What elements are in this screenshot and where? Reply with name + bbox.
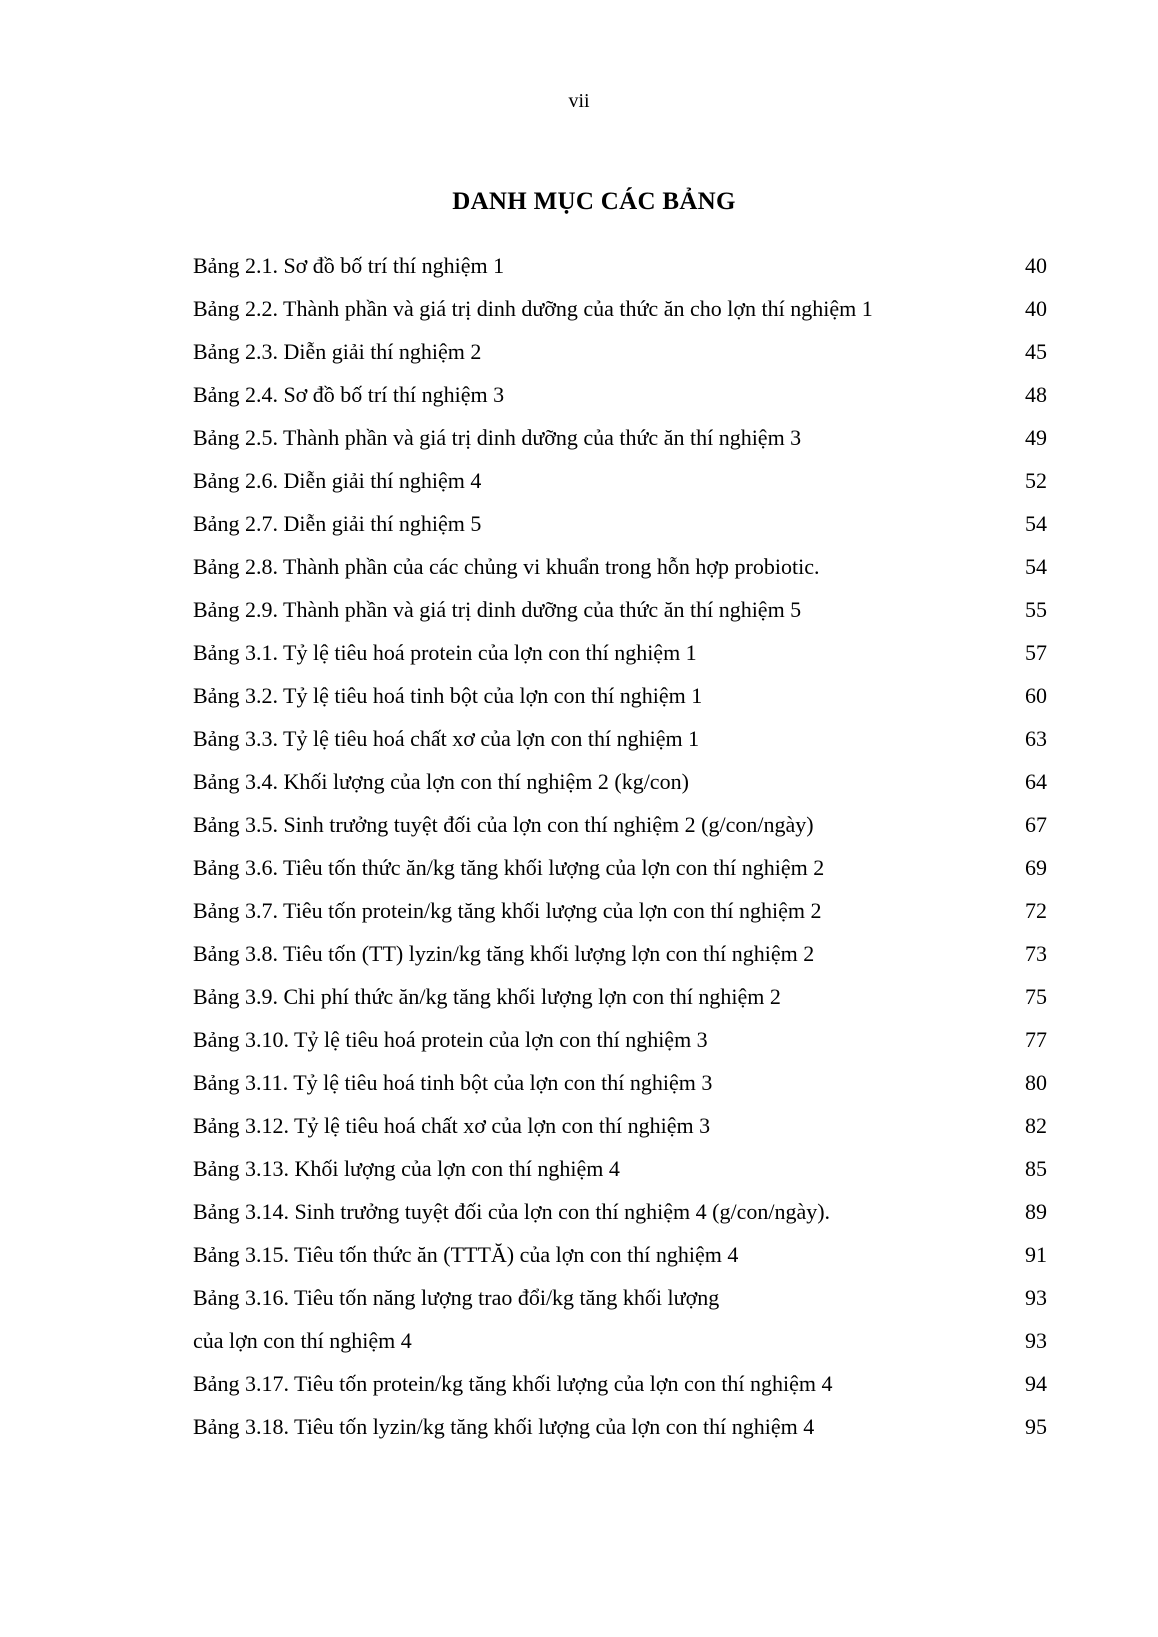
toc-entry-page-number: 91 <box>1025 1242 1047 1267</box>
toc-entry-page-number: 93 <box>1025 1285 1047 1310</box>
toc-entry[interactable] <box>193 1276 1047 1319</box>
toc-entry-label: Bảng 3.6. Tiêu tốn thức ăn/kg tăng khối lượng của lợn con thí nghiệm 2 <box>193 855 825 880</box>
toc-entry[interactable] <box>193 1147 1047 1190</box>
toc-entry-page-number: 54 <box>1025 511 1047 536</box>
toc-entry[interactable] <box>193 932 1047 975</box>
toc-entry-label: Bảng 3.15. Tiêu tốn thức ăn (TTTĂ) của lợn con thí nghiệm 4 <box>193 1242 739 1267</box>
table-of-tables-list <box>193 244 1047 1448</box>
toc-entry[interactable] <box>193 545 1047 588</box>
toc-entry-page-number: 75 <box>1025 984 1047 1009</box>
toc-entry[interactable] <box>193 330 1047 373</box>
toc-entry-page-number: 72 <box>1025 898 1047 923</box>
toc-entry-label: Bảng 2.3. Diễn giải thí nghiệm 2 <box>193 339 482 364</box>
toc-entry-label: Bảng 3.11. Tỷ lệ tiêu hoá tinh bột của lợn con thí nghiệm 3 <box>193 1070 713 1095</box>
toc-entry[interactable] <box>193 502 1047 545</box>
toc-entry-label: Bảng 3.13. Khối lượng của lợn con thí nghiệm 4 <box>193 1156 620 1181</box>
toc-entry[interactable] <box>193 588 1047 631</box>
toc-entry-page-number: 69 <box>1025 855 1047 880</box>
toc-entry-label: Bảng 3.4. Khối lượng của lợn con thí nghiệm 2 (kg/con) <box>193 769 689 794</box>
toc-entry-page-number: 54 <box>1025 554 1047 579</box>
toc-entry-page-number: 49 <box>1025 425 1047 450</box>
toc-entry-label: Bảng 2.7. Diễn giải thí nghiệm 5 <box>193 511 482 536</box>
toc-entry-label: Bảng 3.7. Tiêu tốn protein/kg tăng khối lượng của lợn con thí nghiệm 2 <box>193 898 822 923</box>
toc-entry-page-number: 64 <box>1025 769 1047 794</box>
toc-entry[interactable] <box>193 459 1047 502</box>
toc-entry-page-number: 77 <box>1025 1027 1047 1052</box>
toc-entry-label: Bảng 3.12. Tỷ lệ tiêu hoá chất xơ của lợn con thí nghiệm 3 <box>193 1113 711 1138</box>
toc-entry[interactable] <box>193 1319 1047 1362</box>
toc-entry[interactable] <box>193 416 1047 459</box>
toc-entry[interactable] <box>193 1405 1047 1448</box>
toc-entry-label: Bảng 3.8. Tiêu tốn (TT) lyzin/kg tăng khối lượng lợn con thí nghiệm 2 <box>193 941 815 966</box>
toc-entry[interactable] <box>193 287 1047 330</box>
page-title: DANH MỤC CÁC BẢNG <box>452 188 736 215</box>
toc-entry-label: Bảng 3.2. Tỷ lệ tiêu hoá tinh bột của lợn con thí nghiệm 1 <box>193 683 703 708</box>
page-number: vii <box>568 90 590 112</box>
toc-entry-page-number: 93 <box>1025 1328 1047 1353</box>
toc-entry-label: của lợn con thí nghiệm 4 <box>193 1328 412 1353</box>
toc-entry-page-number: 63 <box>1025 726 1047 751</box>
toc-entry[interactable] <box>193 631 1047 674</box>
toc-entry[interactable] <box>193 1190 1047 1233</box>
toc-entry-label: Bảng 2.1. Sơ đồ bố trí thí nghiệm 1 <box>193 253 505 278</box>
toc-entry-page-number: 57 <box>1025 640 1047 665</box>
toc-entry-label: Bảng 3.18. Tiêu tốn lyzin/kg tăng khối lượng của lợn con thí nghiệm 4 <box>193 1414 815 1439</box>
toc-entry-page-number: 45 <box>1025 339 1047 364</box>
toc-entry-label: Bảng 3.17. Tiêu tốn protein/kg tăng khối lượng của lợn con thí nghiệm 4 <box>193 1371 833 1396</box>
toc-entry-label: Bảng 2.2. Thành phần và giá trị dinh dưỡng của thức ăn cho lợn thí nghiệm 1 <box>193 296 873 321</box>
toc-entry-page-number: 85 <box>1025 1156 1047 1181</box>
toc-entry[interactable] <box>193 1104 1047 1147</box>
toc-entry[interactable] <box>193 373 1047 416</box>
toc-entry[interactable] <box>193 244 1047 287</box>
toc-entry[interactable] <box>193 975 1047 1018</box>
toc-entry-page-number: 48 <box>1025 382 1047 407</box>
toc-entry-label: Bảng 3.14. Sinh trưởng tuyệt đối của lợn con thí nghiệm 4 (g/con/ngày). <box>193 1199 831 1224</box>
toc-entry-page-number: 80 <box>1025 1070 1047 1095</box>
toc-entry-label: Bảng 3.5. Sinh trưởng tuyệt đối của lợn con thí nghiệm 2 (g/con/ngày) <box>193 812 814 837</box>
toc-entry-label: Bảng 2.5. Thành phần và giá trị dinh dưỡng của thức ăn thí nghiệm 3 <box>193 425 802 450</box>
toc-entry-page-number: 73 <box>1025 941 1047 966</box>
toc-entry-label: Bảng 3.10. Tỷ lệ tiêu hoá protein của lợn con thí nghiệm 3 <box>193 1027 708 1052</box>
toc-entry[interactable] <box>193 717 1047 760</box>
toc-entry-label: Bảng 2.4. Sơ đồ bố trí thí nghiệm 3 <box>193 382 505 407</box>
toc-entry-label: Bảng 3.9. Chi phí thức ăn/kg tăng khối lượng lợn con thí nghiệm 2 <box>193 984 781 1009</box>
toc-entry[interactable] <box>193 1362 1047 1405</box>
toc-entry-label: Bảng 2.8. Thành phần của các chủng vi khuẩn trong hỗn hợp probiotic. <box>193 554 820 579</box>
toc-entry[interactable] <box>193 846 1047 889</box>
toc-entry-page-number: 94 <box>1025 1371 1047 1396</box>
toc-entry[interactable] <box>193 760 1047 803</box>
toc-entry-page-number: 52 <box>1025 468 1047 493</box>
toc-entry-label: Bảng 3.1. Tỷ lệ tiêu hoá protein của lợn con thí nghiệm 1 <box>193 640 697 665</box>
toc-entry-page-number: 55 <box>1025 597 1047 622</box>
toc-entry-page-number: 67 <box>1025 812 1047 837</box>
toc-entry[interactable] <box>193 1233 1047 1276</box>
toc-entry[interactable] <box>193 889 1047 932</box>
toc-entry[interactable] <box>193 803 1047 846</box>
toc-entry-label: Bảng 3.3. Tỷ lệ tiêu hoá chất xơ của lợn con thí nghiệm 1 <box>193 726 700 751</box>
toc-entry-page-number: 60 <box>1025 683 1047 708</box>
toc-entry-page-number: 82 <box>1025 1113 1047 1138</box>
toc-entry-page-number: 40 <box>1025 296 1047 321</box>
toc-entry-page-number: 40 <box>1025 253 1047 278</box>
toc-entry-label: Bảng 2.9. Thành phần và giá trị dinh dưỡng của thức ăn thí nghiệm 5 <box>193 597 802 622</box>
toc-entry-page-number: 95 <box>1025 1414 1047 1439</box>
toc-entry[interactable] <box>193 674 1047 717</box>
toc-entry-label: Bảng 3.16. Tiêu tốn năng lượng trao đổi/kg tăng khối lượng <box>193 1285 720 1310</box>
toc-entry[interactable] <box>193 1061 1047 1104</box>
toc-entry[interactable] <box>193 1018 1047 1061</box>
toc-entry-label: Bảng 2.6. Diễn giải thí nghiệm 4 <box>193 468 482 493</box>
toc-entry-page-number: 89 <box>1025 1199 1047 1224</box>
